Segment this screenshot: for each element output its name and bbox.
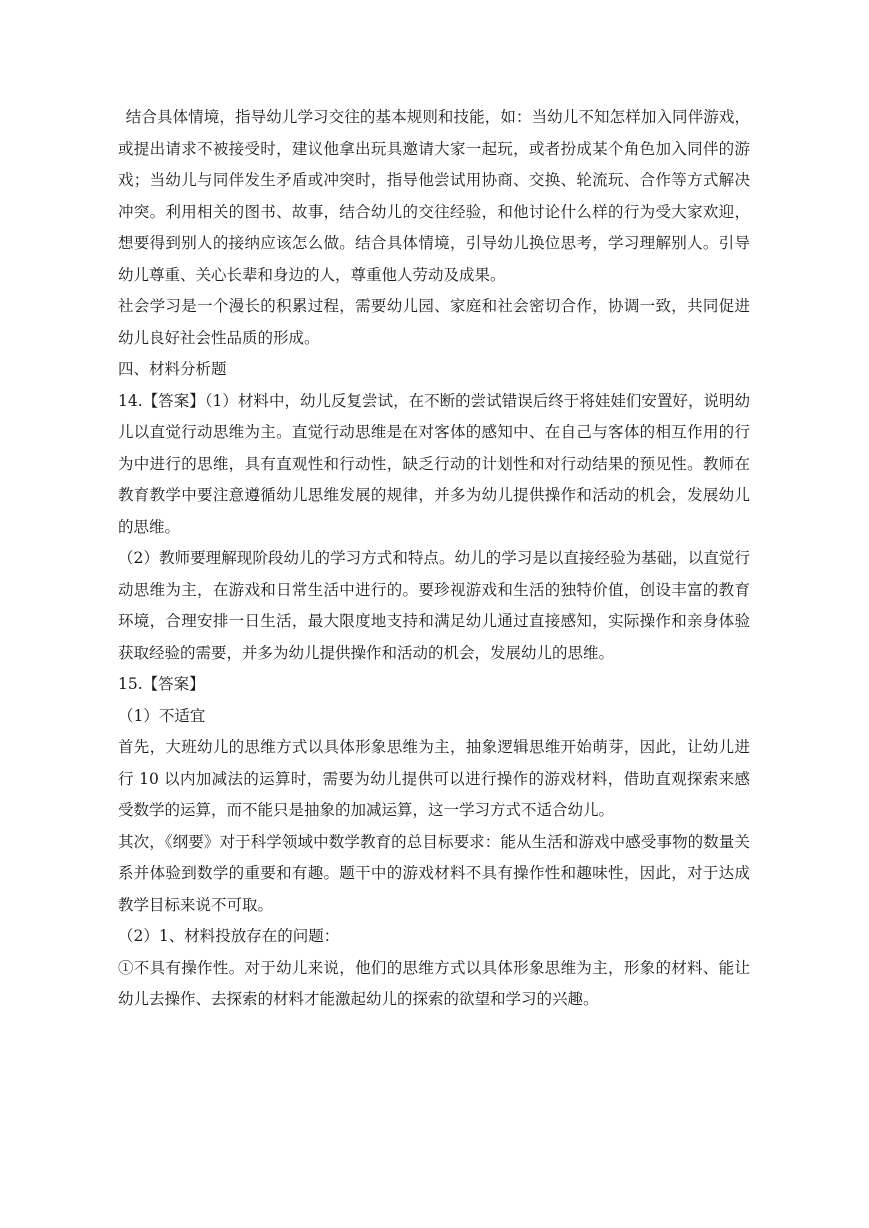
- answer-14-part-2: （2）教师要理解现阶段幼儿的学习方式和特点。幼儿的学习是以直接经验为基础，以直觉行动思维为主，在游戏和日常生活中进行的。要珍视游戏和生活的独特价值，创设丰富的教育环境，合理安排一日生活，最大限度地支持和满足幼儿通过直接感知，实际操作和亲身体验获取经验的需要，并多为幼儿提供操作和活动的机会，发展幼儿的思维。: [118, 549, 750, 662]
- answer-15-part-1-verdict: （1）不适宜: [118, 706, 206, 725]
- answer-15-reason-second: 其次，《纲要》对于科学领域中数学教育的总目标要求：能从生活和游戏中感受事物的数量关系并体验到数学的重要和有趣。题干中的游戏材料不具有操作性和趣味性，因此，对于达成教学目标来说不可取。: [118, 832, 750, 914]
- answer-15-heading: 15.【答案】: [118, 675, 205, 693]
- answer-15-reason-first: 首先，大班幼儿的思维方式以具体形象思维为主，抽象逻辑思维开始萌芽，因此，让幼儿进行 10 以内加减法的运算时，需要为幼儿提供可以进行操作的游戏材料，借助直观探索来感受数学的运算，而不能只是抽象的加减运算，这一学习方式不适合幼儿。: [118, 738, 750, 819]
- document-body: [118, 102, 750, 1016]
- paragraph-social-learning: 社会学习是一个漫长的积累过程，需要幼儿园、家庭和社会密切合作，协调一致，共同促进幼儿良好社会性品质的形成。: [118, 297, 750, 347]
- answer-14-part-1: 14.【答案】（1）材料中，幼儿反复尝试，在不断的尝试错误后终于将娃娃们安置好，说明幼儿以直觉行动思维为主。直觉行动思维是在对客体的感知中、在自己与客体的相互作用的行为中进行的思维，具有直观性和行动性，缺乏行动的计划性和对行动结果的预见性。教师在教育教学中要注意遵循幼儿思维发展的规律，并多为幼儿提供操作和活动的机会，发展幼儿的思维。: [118, 391, 750, 536]
- section-heading-material-analysis: 四、材料分析题: [118, 360, 227, 378]
- answer-15-problem-1: ①不具有操作性。对于幼儿来说，他们的思维方式以具体形象思维为主，形象的材料、能让幼儿去操作、去探索的材料才能激起幼儿的探索的欲望和学习的兴趣。: [118, 958, 750, 1008]
- answer-15-part-2-heading: （2）1、材料投放存在的问题：: [118, 927, 340, 945]
- paragraph-social-guidance: 结合具体情境，指导幼儿学习交往的基本规则和技能，如：当幼儿不知怎样加入同伴游戏，或提出请求不被接受时，建议他拿出玩具邀请大家一起玩，或者扮成某个角色加入同伴的游戏；当幼儿与同伴发生矛盾或冲突时，指导他尝试用协商、交换、轮流玩、合作等方式解决冲突。利用相关的图书、故事，结合幼儿的交往经验，和他讨论什么样的行为受大家欢迎，想要得到别人的接纳应该怎么做。结合具体情境，引导幼儿换位思考，学习理解别人。引导幼儿尊重、关心长辈和身边的人，尊重他人劳动及成果。: [118, 108, 750, 284]
